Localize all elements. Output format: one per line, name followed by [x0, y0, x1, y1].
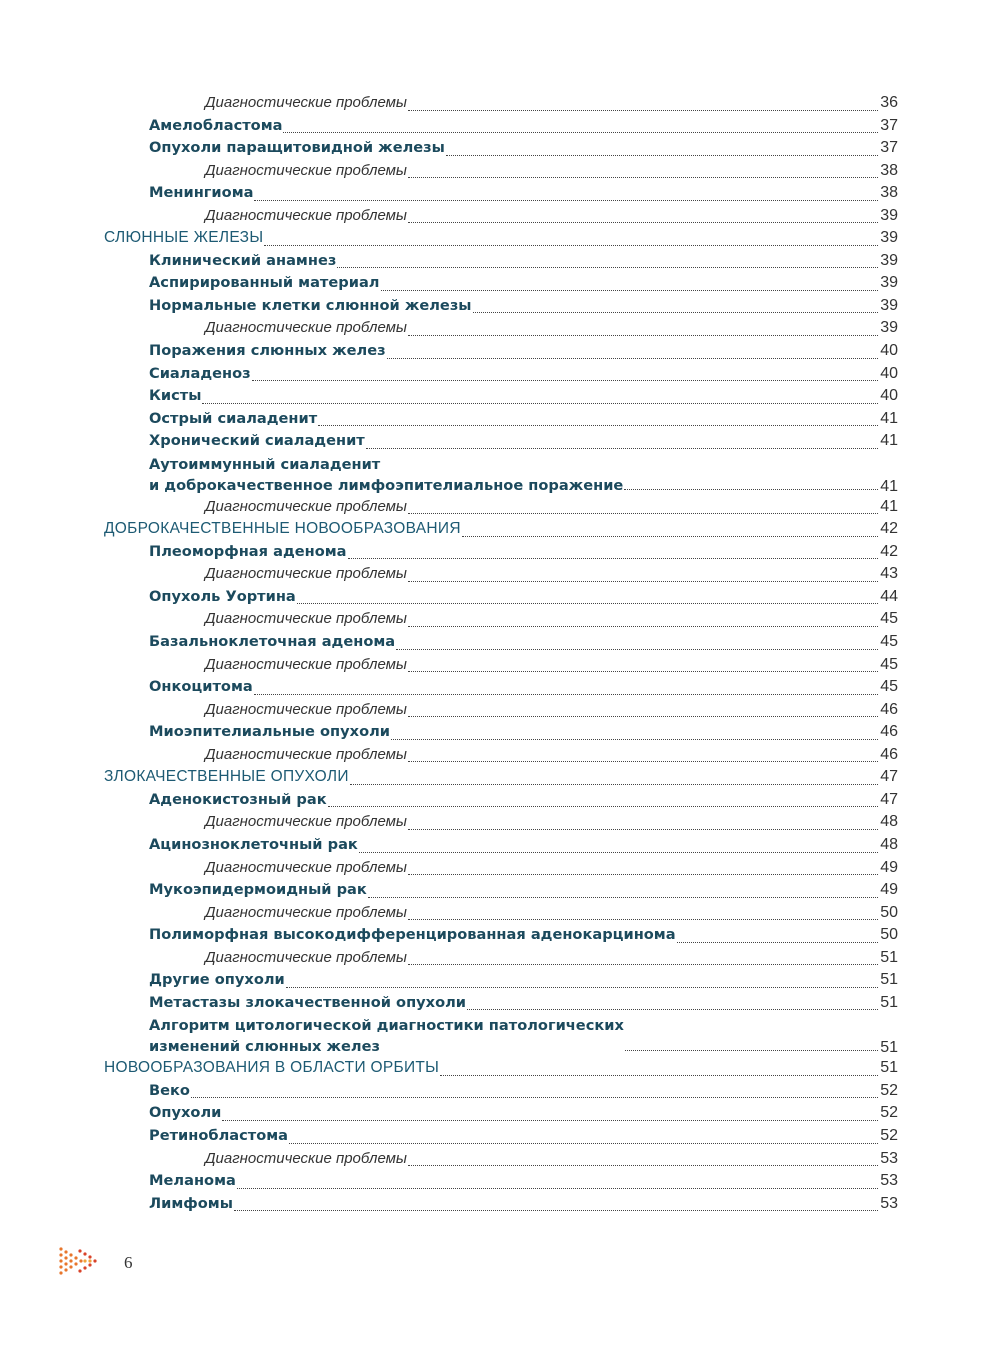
page-number: 6	[124, 1253, 133, 1272]
toc-entry-title: Диагностические проблемы	[205, 903, 407, 921]
toc-entry-title-line2: и доброкачественное лимфоэпителиальное поражение	[149, 476, 624, 494]
dot-leader	[283, 131, 878, 133]
toc-page-number: 44	[880, 587, 898, 605]
dot-leader	[350, 783, 878, 785]
dot-leader	[408, 963, 878, 965]
toc-page-number: 40	[880, 342, 898, 360]
dot-leader	[264, 244, 878, 246]
toc-section-heading[interactable]	[104, 1059, 898, 1082]
toc-entry-title: Диагностические проблемы	[205, 745, 407, 763]
dot-leader	[252, 379, 879, 381]
toc-entry[interactable]	[104, 926, 898, 949]
toc-entry-title-line1: Аутоиммунный сиаладенит	[149, 455, 381, 473]
toc-entry[interactable]	[104, 274, 898, 297]
toc-page-number: 46	[880, 700, 898, 718]
dot-leader	[254, 199, 878, 201]
toc-subentry[interactable]	[104, 207, 898, 230]
toc-entry[interactable]	[104, 455, 898, 498]
toc-page-number: 39	[880, 206, 898, 224]
dot-leader	[408, 715, 878, 717]
toc-entry[interactable]	[104, 387, 898, 410]
toc-entry-title: Полиморфная высокодифференцированная аденокарцинома	[149, 926, 676, 944]
toc-entry-title: Сиаладеноз	[149, 364, 251, 382]
toc-subentry[interactable]	[104, 498, 898, 521]
dot-leader	[408, 873, 878, 875]
toc-entry-title: Ретинобластома	[149, 1126, 289, 1144]
toc-entry-title: Метастазы злокачественной опухоли	[149, 993, 467, 1011]
toc-entry[interactable]	[104, 342, 898, 365]
toc-entry[interactable]	[104, 117, 898, 140]
toc-page-number: 53	[880, 1194, 898, 1212]
toc-entry[interactable]	[104, 432, 898, 455]
toc-subentry[interactable]	[104, 813, 898, 836]
toc-entry-title: Плеоморфная аденома	[149, 542, 347, 560]
dot-leader	[408, 221, 878, 223]
toc-entry[interactable]	[104, 139, 898, 162]
toc-entry[interactable]	[104, 543, 898, 566]
toc-entry-title: Опухоль Уортина	[149, 587, 296, 605]
toc-entry[interactable]	[104, 633, 898, 656]
toc-entry[interactable]	[104, 1082, 898, 1105]
toc-entry[interactable]	[104, 971, 898, 994]
toc-page-number: 45	[880, 633, 898, 651]
toc-entry-title: Опухоли паращитовидной железы	[149, 139, 445, 157]
dot-leader	[625, 1049, 878, 1051]
toc-entry-title: Диагностические проблемы	[205, 206, 407, 224]
toc-entry[interactable]	[104, 791, 898, 814]
toc-entry-title: Диагностические проблемы	[205, 700, 407, 718]
table-of-contents	[104, 94, 898, 1217]
dot-leader	[446, 154, 878, 156]
toc-entry-title: Хронический сиаладенит	[149, 432, 365, 450]
toc-entry-title: СЛЮННЫЕ ЖЕЛЕЗЫ	[104, 229, 264, 247]
dot-leader	[328, 805, 879, 807]
dot-leader	[408, 828, 878, 830]
toc-entry[interactable]	[104, 588, 898, 611]
toc-entry[interactable]	[104, 1127, 898, 1150]
toc-entry[interactable]	[104, 365, 898, 388]
toc-page-number: 38	[880, 161, 898, 179]
toc-entry-title: Мукоэпидермоидный рак	[149, 881, 367, 899]
toc-page-number: 40	[880, 387, 898, 405]
toc-page-number: 39	[880, 229, 898, 247]
toc-page-number: 53	[880, 1172, 898, 1190]
toc-entry-title: Менингиома	[149, 184, 254, 202]
toc-entry-title	[149, 1015, 624, 1057]
double-arrow-dots-icon	[58, 1245, 104, 1281]
toc-page-number: 39	[880, 319, 898, 337]
dot-leader	[408, 512, 878, 514]
toc-entry-title: Острый сиаладенит	[149, 409, 318, 427]
toc-page-number: 50	[880, 903, 898, 921]
toc-entry-title: Амелобластома	[149, 116, 283, 134]
toc-entry-title: Поражения слюнных желез	[149, 342, 386, 360]
toc-page-number: 49	[880, 881, 898, 899]
dot-leader	[440, 1074, 878, 1076]
toc-section-heading[interactable]	[104, 520, 898, 543]
toc-page-number: 51	[880, 1059, 898, 1077]
dot-leader	[381, 289, 879, 291]
dot-leader	[408, 109, 878, 111]
toc-subentry[interactable]	[104, 1150, 898, 1173]
dot-leader	[368, 896, 878, 898]
toc-page-number: 37	[880, 139, 898, 157]
dot-leader	[408, 670, 878, 672]
toc-subentry[interactable]	[104, 746, 898, 769]
toc-section-heading[interactable]	[104, 229, 898, 252]
toc-page-number: 48	[880, 813, 898, 831]
toc-entry-title: Меланома	[149, 1172, 236, 1190]
dot-leader	[202, 402, 878, 404]
toc-subentry[interactable]	[104, 904, 898, 927]
toc-page-number: 38	[880, 184, 898, 202]
toc-entry-title: Клинический анамнез	[149, 251, 337, 269]
toc-subentry[interactable]	[104, 949, 898, 972]
dot-leader	[191, 1096, 878, 1098]
toc-entry-title: Базальноклеточная аденома	[149, 633, 396, 651]
toc-entry-title: Диагностические проблемы	[205, 1149, 407, 1167]
toc-page-number: 41	[880, 432, 898, 450]
toc-page-number: 50	[880, 926, 898, 944]
toc-page-number: 47	[880, 790, 898, 808]
toc-page-number: 52	[880, 1104, 898, 1122]
toc-entry-title: Диагностические проблемы	[205, 610, 407, 628]
dot-leader	[348, 557, 879, 559]
dot-leader	[359, 851, 878, 853]
toc-page-number: 46	[880, 745, 898, 763]
dot-leader	[318, 424, 878, 426]
toc-subentry[interactable]	[104, 565, 898, 588]
toc-entry[interactable]	[104, 1195, 898, 1218]
dot-leader	[289, 1142, 878, 1144]
toc-entry-title: Нормальные клетки слюнной железы	[149, 296, 472, 314]
toc-entry-title: Аспирированный материал	[149, 274, 380, 292]
dot-leader	[387, 357, 879, 359]
toc-entry[interactable]	[104, 836, 898, 859]
toc-subentry[interactable]	[104, 319, 898, 342]
dot-leader	[237, 1187, 878, 1189]
toc-entry[interactable]	[104, 297, 898, 320]
toc-subentry[interactable]	[104, 162, 898, 185]
toc-page-number: 45	[880, 678, 898, 696]
toc-page-number: 51	[880, 1039, 898, 1057]
toc-entry-title-line1: Алгоритм цитологической диагностики патологических	[149, 1017, 624, 1035]
toc-entry-title: Другие опухоли	[149, 971, 285, 989]
dot-leader	[391, 738, 878, 740]
toc-entry[interactable]	[104, 252, 898, 275]
toc-entry-title: Опухоли	[149, 1104, 222, 1122]
toc-entry-title: Веко	[149, 1081, 190, 1099]
dot-leader	[408, 334, 878, 336]
toc-page-number: 41	[880, 409, 898, 427]
toc-subentry[interactable]	[104, 859, 898, 882]
toc-page-number: 45	[880, 655, 898, 673]
dot-leader	[624, 488, 878, 490]
toc-page-number: 49	[880, 858, 898, 876]
toc-entry[interactable]	[104, 723, 898, 746]
toc-page-number: 45	[880, 610, 898, 628]
toc-page-number: 51	[880, 971, 898, 989]
toc-subentry[interactable]	[104, 656, 898, 679]
dot-leader	[254, 693, 878, 695]
toc-entry[interactable]	[104, 184, 898, 207]
dot-leader	[462, 535, 878, 537]
toc-entry[interactable]	[104, 881, 898, 904]
dot-leader	[408, 580, 878, 582]
page-footer	[58, 1245, 133, 1281]
toc-entry-title: Миоэпителиальные опухоли	[149, 723, 391, 741]
toc-entry-title: Диагностические проблемы	[205, 319, 407, 337]
toc-entry-title: Диагностические проблемы	[205, 655, 407, 673]
dot-leader	[677, 941, 879, 943]
toc-page-number: 36	[880, 94, 898, 111]
toc-page-number: 53	[880, 1149, 898, 1167]
toc-page-number: 51	[880, 993, 898, 1011]
dot-leader	[408, 625, 878, 627]
toc-entry-title: Диагностические проблемы	[205, 858, 407, 876]
toc-subentry[interactable]	[104, 94, 898, 117]
toc-entry-title-line2: изменений слюнных желез	[149, 1038, 380, 1056]
toc-page-number: 52	[880, 1081, 898, 1099]
dot-leader	[408, 1164, 878, 1166]
toc-page-number: 41	[880, 497, 898, 515]
toc-entry-title: Лимфомы	[149, 1194, 233, 1212]
toc-page-number: 42	[880, 520, 898, 538]
toc-entry-title: Онкоцитома	[149, 678, 253, 696]
toc-entry-title: Диагностические проблемы	[205, 161, 407, 179]
dot-leader	[473, 311, 879, 313]
toc-entry-title: Кисты	[149, 387, 202, 405]
toc-entry[interactable]	[104, 1172, 898, 1195]
toc-entry-title: ЗЛОКАЧЕСТВЕННЫЕ ОПУХОЛИ	[104, 768, 349, 786]
dot-leader	[366, 447, 878, 449]
dot-leader	[467, 1008, 878, 1010]
toc-entry[interactable]	[104, 410, 898, 433]
toc-entry-title: Диагностические проблемы	[205, 497, 407, 515]
toc-page-number: 46	[880, 723, 898, 741]
dot-leader	[396, 648, 878, 650]
toc-entry[interactable]	[104, 1104, 898, 1127]
toc-entry-title: Диагностические проблемы	[205, 813, 407, 831]
toc-entry-title: Ацинозноклеточный рак	[149, 835, 358, 853]
toc-subentry[interactable]	[104, 701, 898, 724]
toc-page-number: 43	[880, 565, 898, 583]
dot-leader	[234, 1209, 878, 1211]
dot-leader	[297, 602, 878, 604]
dot-leader	[337, 266, 878, 268]
dot-leader	[222, 1119, 878, 1121]
toc-page-number: 51	[880, 948, 898, 966]
toc-entry[interactable]	[104, 678, 898, 701]
toc-entry[interactable]	[104, 994, 898, 1017]
toc-entry-title: ДОБРОКАЧЕСТВЕННЫЕ НОВООБРАЗОВАНИЯ	[104, 520, 461, 538]
dot-leader	[408, 176, 878, 178]
toc-entry-title: Диагностические проблемы	[205, 565, 407, 583]
toc-page-number: 40	[880, 364, 898, 382]
dot-leader	[286, 986, 878, 988]
toc-entry-title: Аденокистозный рак	[149, 790, 327, 808]
toc-subentry[interactable]	[104, 610, 898, 633]
toc-page-number: 39	[880, 274, 898, 292]
dot-leader	[408, 918, 878, 920]
toc-entry-title	[149, 454, 623, 496]
toc-page-number: 52	[880, 1126, 898, 1144]
toc-entry-title: Диагностические проблемы	[205, 94, 407, 111]
toc-page-number: 37	[880, 116, 898, 134]
toc-page-number: 41	[880, 477, 898, 495]
toc-entry-title: Диагностические проблемы	[205, 948, 407, 966]
toc-page-number: 39	[880, 296, 898, 314]
toc-entry-title: НОВООБРАЗОВАНИЯ В ОБЛАСТИ ОРБИТЫ	[104, 1059, 440, 1077]
toc-section-heading[interactable]	[104, 768, 898, 791]
dot-leader	[408, 760, 878, 762]
toc-page-number: 42	[880, 542, 898, 560]
toc-page-number: 48	[880, 835, 898, 853]
toc-page-number: 39	[880, 251, 898, 269]
toc-entry[interactable]	[104, 1016, 898, 1059]
toc-page-number: 47	[880, 768, 898, 786]
